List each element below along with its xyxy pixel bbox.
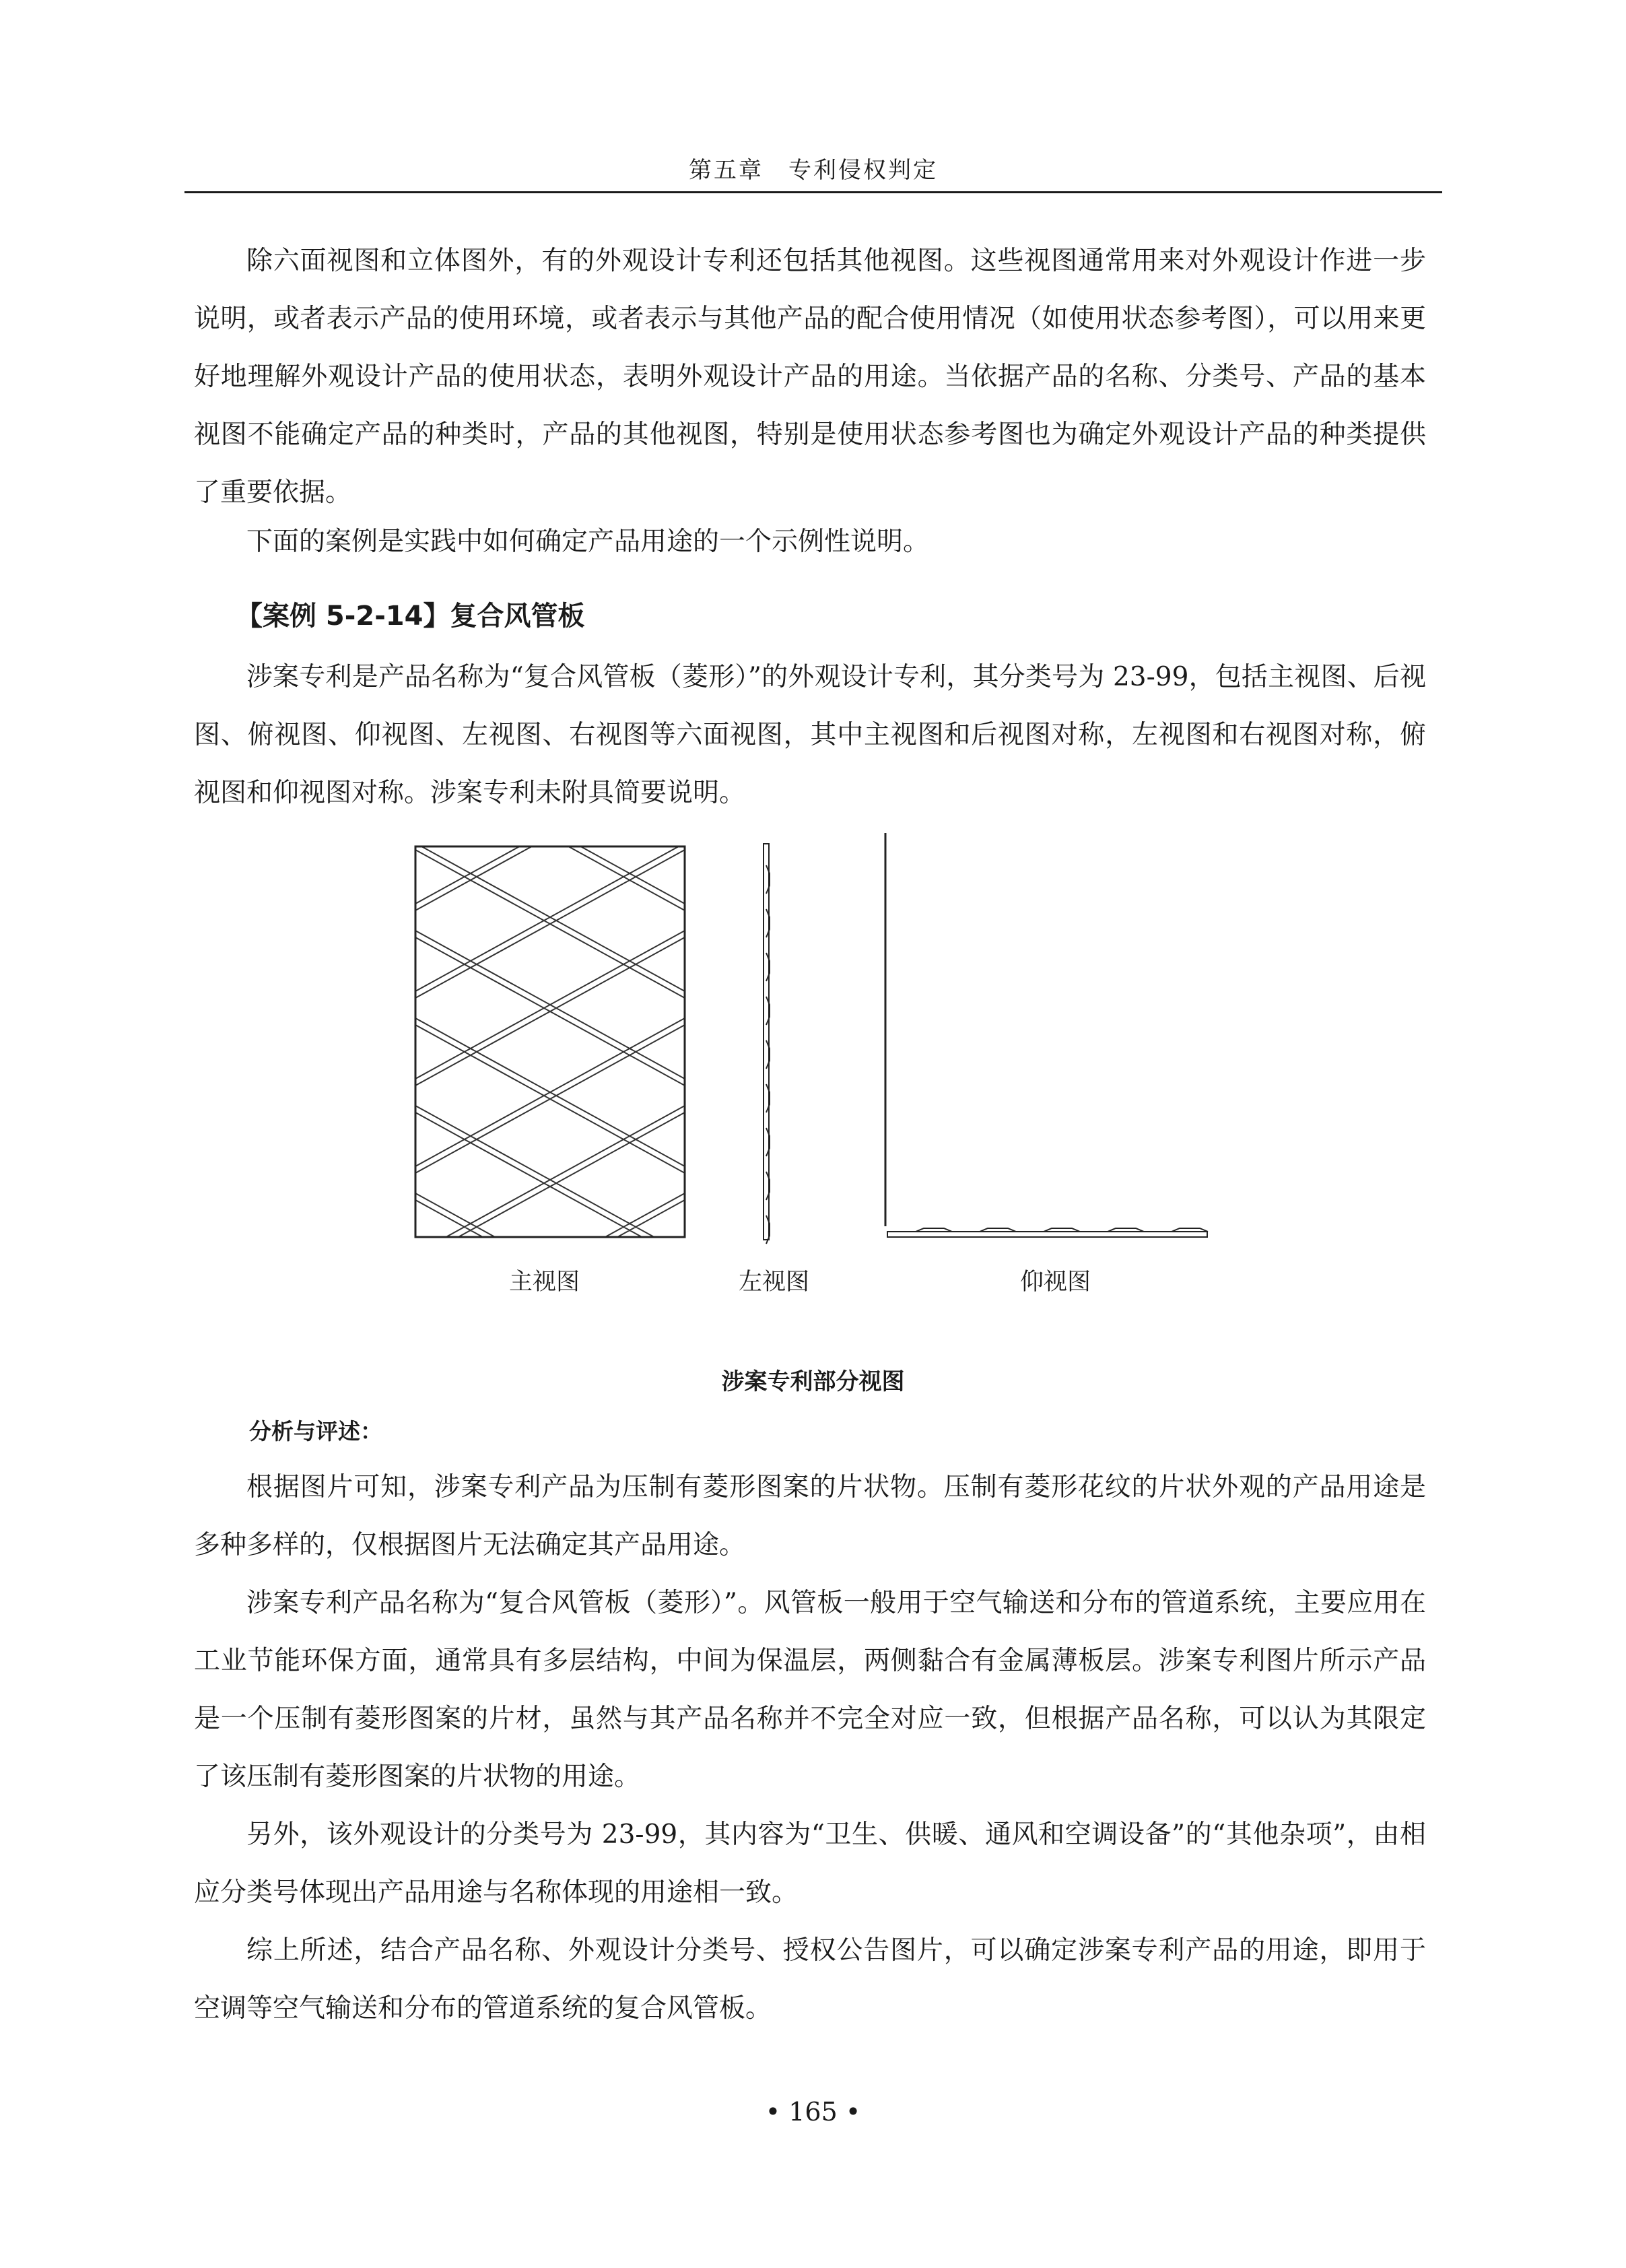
bottom-view-label: 仰视图 [1020, 1269, 1091, 1296]
case-description: 涉案专利是产品名称为“复合风管板（菱形）”的外观设计专利，其分类号为 23-99，包括主视图、后视图、俯视图、仰视图、左视图、右视图等六面视图，其中主视图和后视图对称，左视图和右视图对称，俯视图和仰视图对称。涉案专利未附具简要说明。 [194, 662, 1426, 808]
patent-figure [404, 825, 1212, 1296]
front-view-label: 主视图 [509, 1269, 580, 1296]
bottom-view-drawing [885, 833, 1208, 1237]
analysis-paragraph: 涉案专利产品名称为“复合风管板（菱形）”。风管板一般用于空气输送和分布的管道系统，主要应用在工业节能环保方面，通常具有多层结构，中间为保温层，两侧黏合有金属薄板层。涉案专利图片所示产品是一个压制有菱形图案的片材，虽然与其产品名称并不完全对应一致，但根据产品名称，可以认为其限定了该压制有菱形图案的片状物的用途。 [194, 1588, 1426, 1792]
header-rule [184, 191, 1442, 193]
analysis-paragraph: 根据图片可知，涉案专利产品为压制有菱形图案的片状物。压制有菱形花纹的片状外观的产品用途是多种多样的，仅根据图片无法确定其产品用途。 [194, 1472, 1426, 1560]
analysis-title: 分析与评述： [249, 1418, 382, 1444]
page-number: • 165 • [765, 2097, 861, 2127]
front-view-drawing [415, 825, 685, 1256]
figure-caption: 涉案专利部分视图 [721, 1368, 905, 1395]
case-title: 【案例 5-2-14】复合风管板 [236, 601, 585, 632]
body-paragraph: 除六面视图和立体图外，有的外观设计专利还包括其他视图。这些视图通常用来对外观设计作进一步说明，或者表示产品的使用环境，或者表示与其他产品的配合使用情况（如使用状态参考图），可以用来更好地理解外观设计产品的使用状态，表明外观设计产品的用途。当依据产品的名称、分类号、产品的基本视图不能确定产品的种类时，产品的其他视图，特别是使用状态参考图也为确定外观设计产品的种类提供了重要依据。 [194, 246, 1426, 508]
patent-drawings [404, 825, 1212, 1256]
analysis-paragraph: 综上所述，结合产品名称、外观设计分类号、授权公告图片，可以确定涉案专利产品的用途，即用于空调等空气输送和分布的管道系统的复合风管板。 [194, 1935, 1426, 2024]
running-header: 第五章 专利侵权判定 [689, 157, 938, 184]
left-view-label: 左视图 [739, 1269, 810, 1296]
analysis-paragraph: 另外，该外观设计的分类号为 23-99，其内容为“卫生、供暖、通风和空调设备”的“其他杂项”，由相应分类号体现出产品用途与名称体现的用途相一致。 [194, 1820, 1426, 1908]
body-paragraph: 下面的案例是实践中如何确定产品用途的一个示例性说明。 [246, 527, 930, 557]
left-view-drawing [764, 844, 770, 1244]
